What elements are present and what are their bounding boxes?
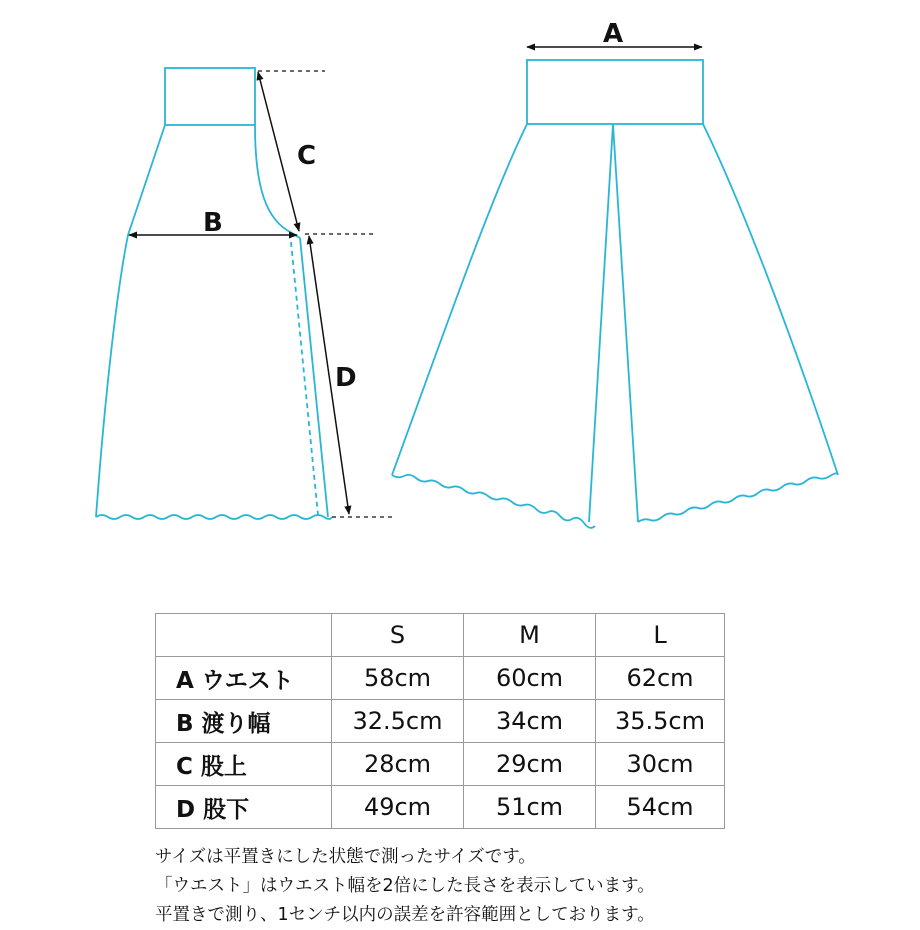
table-cell: 34cm [464, 700, 596, 743]
row-label-waist: A ウエスト [156, 657, 332, 700]
side-waistband [165, 68, 255, 125]
note-line: 平置きで測り、1センチ以内の誤差を許容範囲としております。 [155, 905, 655, 925]
table-cell: 60cm [464, 657, 596, 700]
side-measure-lines [129, 71, 396, 517]
table-row [156, 786, 725, 829]
size-table [155, 613, 725, 829]
front-right-outline [703, 124, 838, 475]
side-crotch-curve [255, 125, 300, 238]
table-cell: 51cm [464, 786, 596, 829]
table-cell: 32.5cm [332, 700, 464, 743]
table-cell: 29cm [464, 743, 596, 786]
side-outline [96, 125, 165, 517]
row-label-thigh-width: B 渡り幅 [156, 700, 332, 743]
front-left-hem [392, 475, 595, 528]
header-empty [156, 614, 332, 657]
row-label-inseam: D 股下 [156, 786, 332, 829]
row-label-rise: C 股上 [156, 743, 332, 786]
table-cell: 54cm [596, 786, 725, 829]
table-row [156, 657, 725, 700]
side-view-pants [96, 68, 332, 519]
table-header-row [156, 614, 725, 657]
front-view-pants [392, 60, 838, 528]
table-cell: 62cm [596, 657, 725, 700]
note-line: 「ウエスト」はウエスト幅を2倍にした長さを表示しています。 [155, 876, 655, 896]
front-inner-legs [589, 124, 638, 522]
table-row [156, 700, 725, 743]
side-hem [96, 515, 332, 519]
label-d: D [335, 363, 357, 393]
table-cell: 35.5cm [596, 700, 725, 743]
header-size-m: M [464, 614, 596, 657]
notes [155, 843, 915, 930]
label-b: B [203, 208, 223, 238]
front-left-outline [392, 124, 527, 475]
header-size-l: L [596, 614, 725, 657]
table-cell: 58cm [332, 657, 464, 700]
label-c: C [297, 141, 317, 171]
header-size-s: S [332, 614, 464, 657]
note-line: サイズは平置きにした状態で測ったサイズです。 [155, 847, 536, 867]
table-cell: 28cm [332, 743, 464, 786]
table-row [156, 743, 725, 786]
label-a: A [603, 19, 624, 49]
c-arrow [258, 72, 299, 231]
front-waistband [527, 60, 703, 124]
front-right-hem [638, 473, 838, 522]
table-cell: 30cm [596, 743, 725, 786]
table-cell: 49cm [332, 786, 464, 829]
